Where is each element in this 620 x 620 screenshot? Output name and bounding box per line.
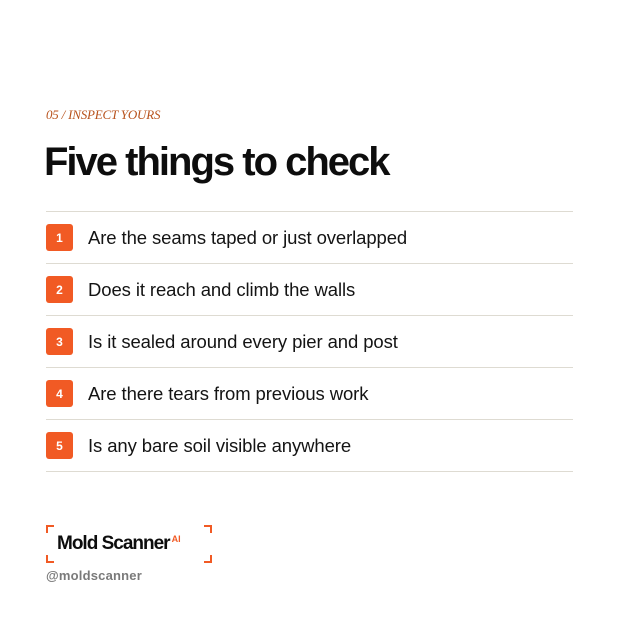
brand-name-text: Mold Scanner [57,533,170,554]
checklist-item-text: Is it sealed around every pier and post [88,330,398,352]
number-badge: 5 [46,432,73,459]
checklist-item [46,212,573,264]
checklist-item-text: Is any bare soil visible anywhere [88,434,352,456]
checklist-item [46,368,573,420]
checklist-item [46,316,573,368]
brand-name [57,533,181,555]
logo-corner-mark [204,525,212,533]
brand-logo [46,525,212,563]
checklist-item-text: Are the seams taped or just overlapped [88,226,408,248]
logo-corner-mark [46,525,54,533]
checklist-item-text: Are there tears from previous work [88,382,369,404]
number-badge: 4 [46,380,73,407]
number-badge: 1 [46,224,73,251]
number-badge: 3 [46,328,73,355]
social-handle: @moldscanner [46,568,142,583]
checklist [46,211,573,472]
checklist-item [46,420,573,472]
section-eyebrow: 05 / INSPECT YOURS [46,107,161,122]
number-badge: 2 [46,276,73,303]
logo-corner-mark [204,555,212,563]
brand-ai-suffix: AI [171,533,181,544]
logo-corner-mark [46,555,54,563]
checklist-item-text: Does it reach and climb the walls [88,278,356,300]
checklist-item [46,264,573,316]
page-title: Five things to check [44,140,389,184]
